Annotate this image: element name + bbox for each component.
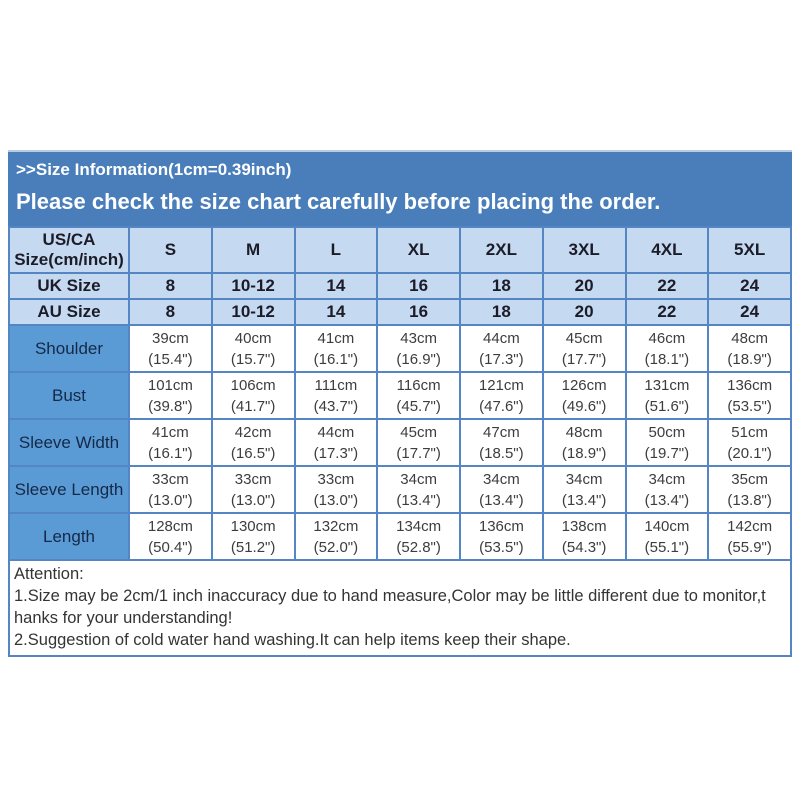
value-cm: 131cm [644, 376, 690, 394]
size-value-cell: 18 [460, 273, 543, 299]
measurement-value-cell [377, 325, 460, 372]
value-inch: (17.7") [561, 350, 607, 368]
measurement-value-cell [708, 372, 791, 419]
value-inch: (13.0") [148, 491, 193, 509]
value-cm: 142cm [727, 517, 773, 535]
value-cm: 42cm [234, 423, 272, 441]
value-inch: (41.7") [230, 397, 276, 415]
value-inch: (54.3") [561, 538, 607, 556]
measurement-row [9, 325, 791, 372]
size-value-cell: 16 [377, 299, 460, 325]
value-cm: 128cm [147, 517, 193, 535]
attention-text-line: hanks for your understanding! [14, 609, 233, 627]
value-inch: (53.5") [479, 538, 524, 556]
value-cm: 121cm [478, 376, 524, 394]
measurement-value-cell [543, 372, 626, 419]
measurement-value-cell [377, 419, 460, 466]
value-cm: 47cm [483, 423, 520, 441]
size-value-cell: 10-12 [212, 273, 295, 299]
measurement-value-cell [295, 466, 378, 513]
value-inch: (13.4") [644, 491, 690, 509]
size-column-header: 3XL [543, 227, 626, 273]
measurement-row-label: Shoulder [9, 325, 129, 372]
size-value-cell: 14 [295, 299, 378, 325]
value-inch: (16.1") [148, 444, 193, 462]
size-column-header: 2XL [460, 227, 543, 273]
value-inch: (16.9") [396, 350, 441, 368]
value-cm: 46cm [648, 329, 686, 347]
size-value-cell: 20 [543, 273, 626, 299]
value-cm: 33cm [234, 470, 272, 488]
size-column-header: L [295, 227, 378, 273]
value-inch: (18.9") [727, 350, 772, 368]
size-value-cell: 16 [377, 273, 460, 299]
measurement-value-cell [543, 325, 626, 372]
value-cm: 33cm [152, 470, 189, 488]
size-chart-table [8, 226, 792, 561]
value-inch: (13.4") [396, 491, 441, 509]
size-value-cell: 10-12 [212, 299, 295, 325]
size-info-banner [8, 150, 792, 226]
value-inch: (13.4") [561, 491, 607, 509]
measurement-value-cell [460, 466, 543, 513]
measurement-row-label: Sleeve Width [9, 419, 129, 466]
value-inch: (13.8") [727, 491, 772, 509]
size-value-cell: 14 [295, 273, 378, 299]
value-cm: 51cm [731, 423, 768, 441]
value-inch: (50.4") [148, 538, 193, 556]
size-conversion-row [9, 299, 791, 325]
banner-subtitle: Please check the size chart carefully before placing the order. [16, 189, 661, 214]
value-cm: 44cm [317, 423, 355, 441]
value-cm: 101cm [147, 376, 193, 394]
value-cm: 34cm [400, 470, 437, 488]
size-value-cell: 24 [708, 273, 791, 299]
attention-text-line: 1.Size may be 2cm/1 inch inaccuracy due to hand measure,Color may be little different due to monitor,t [14, 587, 766, 605]
measurement-value-cell [708, 325, 791, 372]
measurement-value-cell [295, 419, 378, 466]
value-cm: 132cm [313, 517, 359, 535]
measurement-value-cell [295, 513, 378, 560]
measurement-value-cell [708, 513, 791, 560]
value-inch: (13.4") [479, 491, 524, 509]
value-cm: 35cm [731, 470, 768, 488]
value-cm: 41cm [152, 423, 189, 441]
value-cm: 34cm [483, 470, 520, 488]
value-cm: 44cm [483, 329, 520, 347]
measurement-value-cell [129, 419, 212, 466]
value-inch: (52.8") [396, 538, 441, 556]
attention-text-line: 2.Suggestion of cold water hand washing.It can help items keep their shape. [14, 631, 571, 649]
measurement-value-cell [626, 513, 709, 560]
value-inch: (52.0") [313, 538, 359, 556]
measurement-value-cell [460, 513, 543, 560]
size-row-label: UK Size [9, 273, 129, 299]
measurement-value-cell [626, 325, 709, 372]
value-inch: (13.0") [230, 491, 276, 509]
measurement-value-cell [543, 419, 626, 466]
value-cm: 111cm [314, 376, 358, 394]
measurement-value-cell [708, 466, 791, 513]
banner-title: >>Size Information(1cm=0.39inch) [16, 160, 292, 179]
size-value-cell: 22 [626, 273, 709, 299]
value-inch: (45.7") [396, 397, 441, 415]
value-cm: 45cm [400, 423, 437, 441]
value-inch: (51.6") [644, 397, 690, 415]
measurement-value-cell [212, 419, 295, 466]
size-conversion-row [9, 273, 791, 299]
value-cm: 130cm [230, 517, 276, 535]
measurement-row [9, 419, 791, 466]
value-inch: (51.2") [230, 538, 276, 556]
value-cm: 48cm [731, 329, 768, 347]
value-cm: 138cm [561, 517, 607, 535]
value-cm: 34cm [648, 470, 686, 488]
size-column-header: XL [377, 227, 460, 273]
value-cm: 34cm [565, 470, 603, 488]
value-cm: 136cm [478, 517, 524, 535]
value-inch: (55.9") [727, 538, 772, 556]
value-cm: 116cm [396, 376, 441, 394]
value-inch: (39.8") [148, 397, 193, 415]
size-value-cell: 8 [129, 273, 212, 299]
value-inch: (15.4") [148, 350, 193, 368]
size-column-header: S [129, 227, 212, 273]
value-inch: (17.3") [479, 350, 524, 368]
size-column-header: 5XL [708, 227, 791, 273]
measurement-row [9, 466, 791, 513]
value-cm: 39cm [152, 329, 189, 347]
value-cm: 126cm [561, 376, 607, 394]
value-cm: 43cm [400, 329, 437, 347]
measurement-value-cell [129, 513, 212, 560]
value-inch: (20.1") [727, 444, 772, 462]
value-inch: (13.0") [313, 491, 359, 509]
measurement-value-cell [129, 466, 212, 513]
value-cm: 50cm [648, 423, 686, 441]
value-cm: 41cm [317, 329, 355, 347]
value-cm: 140cm [644, 517, 690, 535]
measurement-row-label: Bust [9, 372, 129, 419]
value-inch: (49.6") [561, 397, 607, 415]
value-cm: 48cm [565, 423, 603, 441]
size-value-cell: 24 [708, 299, 791, 325]
measurement-value-cell [212, 325, 295, 372]
measurement-value-cell [626, 419, 709, 466]
value-inch: (18.1") [644, 350, 690, 368]
measurement-value-cell [212, 372, 295, 419]
value-cm: 33cm [317, 470, 355, 488]
size-value-cell: 20 [543, 299, 626, 325]
value-cm: 40cm [234, 329, 272, 347]
size-column-header: 4XL [626, 227, 709, 273]
measurement-value-cell [543, 466, 626, 513]
value-inch: (15.7") [230, 350, 276, 368]
value-inch: (18.5") [479, 444, 524, 462]
measurement-row-label: Length [9, 513, 129, 560]
value-inch: (17.3") [313, 444, 359, 462]
measurement-value-cell [708, 419, 791, 466]
value-inch: (47.6") [479, 397, 524, 415]
size-column-header: M [212, 227, 295, 273]
size-value-cell: 8 [129, 299, 212, 325]
size-chart-panel [8, 150, 792, 657]
measurement-value-cell [460, 419, 543, 466]
value-inch: (16.5") [230, 444, 276, 462]
value-inch: (19.7") [644, 444, 690, 462]
measurement-value-cell [460, 372, 543, 419]
measurement-row [9, 372, 791, 419]
value-inch: (55.1") [644, 538, 690, 556]
measurement-value-cell [543, 513, 626, 560]
measurement-value-cell [212, 513, 295, 560]
measurement-row [9, 513, 791, 560]
measurement-value-cell [626, 466, 709, 513]
value-cm: 136cm [727, 376, 773, 394]
measurement-value-cell [377, 466, 460, 513]
attention-text-line: Attention: [14, 565, 84, 583]
measurement-value-cell [377, 513, 460, 560]
value-inch: (18.9") [561, 444, 607, 462]
value-cm: 106cm [230, 376, 276, 394]
measurement-value-cell [212, 466, 295, 513]
size-table-header-row [9, 227, 791, 273]
measurement-value-cell [295, 325, 378, 372]
value-inch: (53.5") [727, 397, 772, 415]
measurement-row-label: Sleeve Length [9, 466, 129, 513]
measurement-value-cell [460, 325, 543, 372]
measurement-value-cell [129, 325, 212, 372]
measurement-value-cell [129, 372, 212, 419]
value-cm: 45cm [565, 329, 603, 347]
value-cm: 134cm [396, 517, 442, 535]
size-row-label: AU Size [9, 299, 129, 325]
size-header-corner-cell: US/CA Size(cm/inch) [9, 227, 129, 273]
size-value-cell: 18 [460, 299, 543, 325]
measurement-value-cell [295, 372, 378, 419]
measurement-value-cell [377, 372, 460, 419]
size-value-cell: 22 [626, 299, 709, 325]
value-inch: (17.7") [396, 444, 441, 462]
attention-note [8, 561, 792, 657]
value-inch: (43.7") [313, 397, 359, 415]
measurement-value-cell [626, 372, 709, 419]
value-inch: (16.1") [313, 350, 359, 368]
